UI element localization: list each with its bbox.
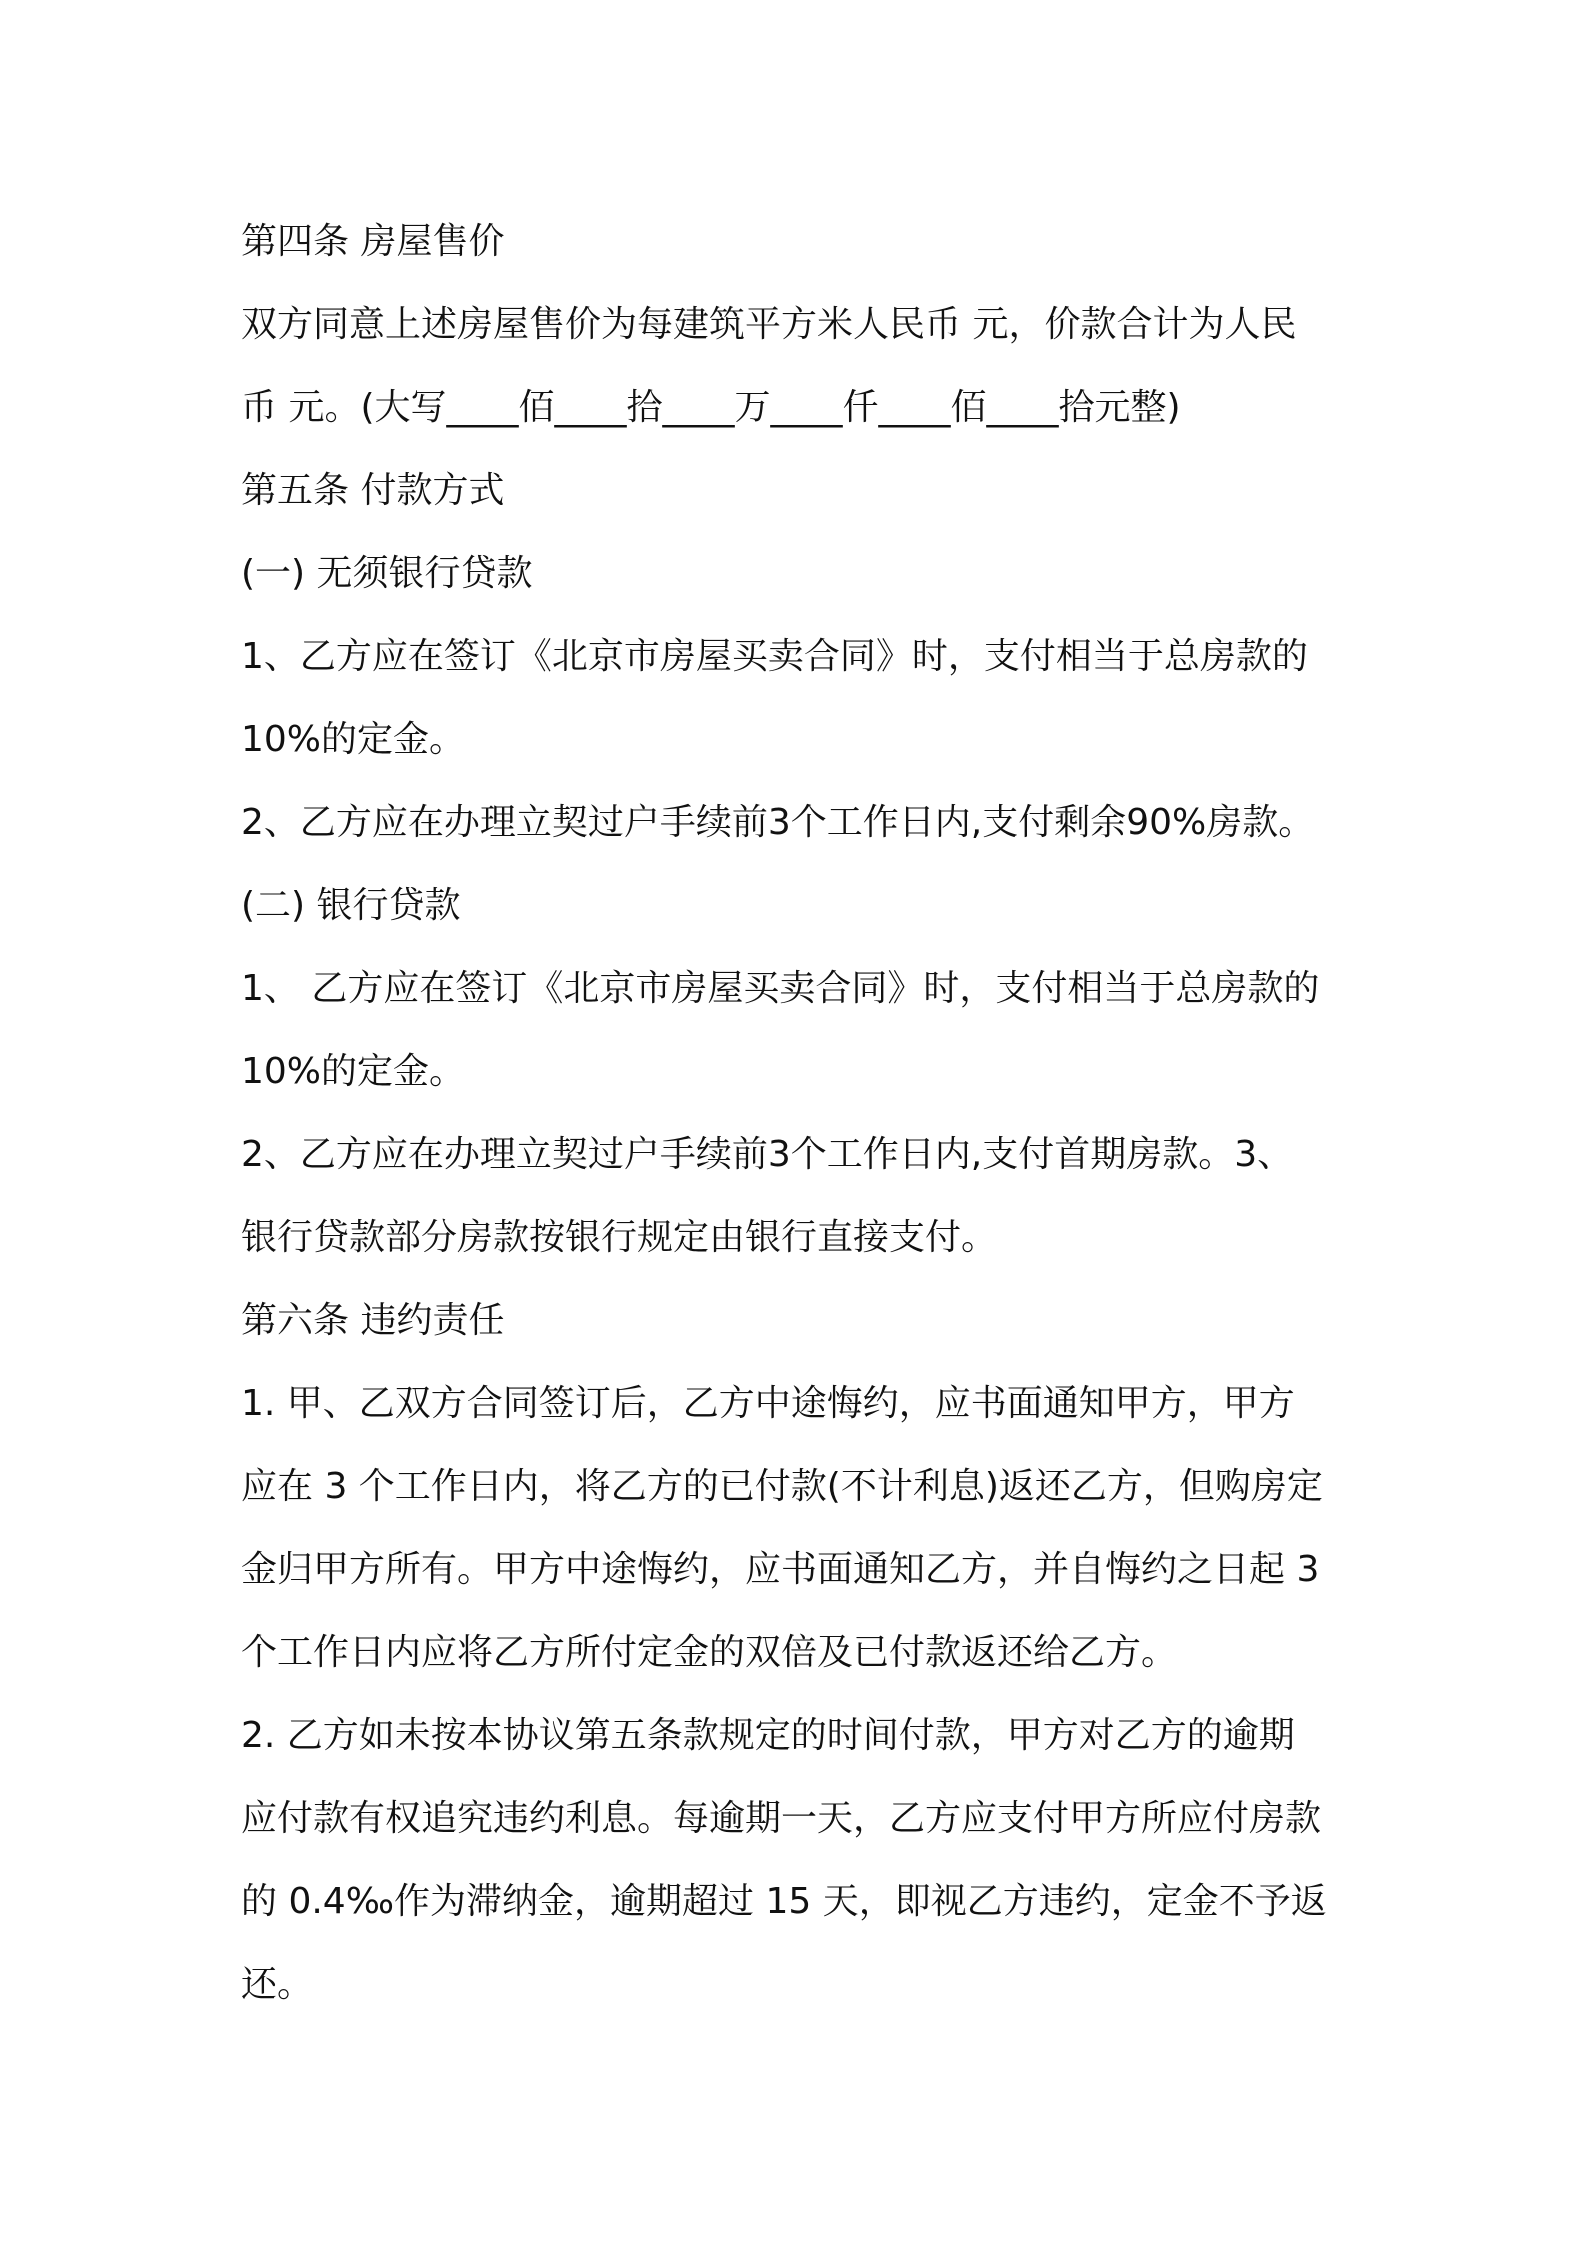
article-6-heading: 第六条 违约责任 xyxy=(241,1300,505,1341)
paragraph-line: 应在 3 个工作日内，将乙方的已付款(不计利息)返还乙方，但购房定 xyxy=(241,1466,1323,1507)
paragraph-line: 2、乙方应在办理立契过户手续前3个工作日内,支付剩余90%房款。 xyxy=(241,802,1315,843)
paragraph-line: 1. 甲、乙双方合同签订后，乙方中途悔约，应书面通知甲方，甲方 xyxy=(241,1383,1295,1424)
paragraph-line: 1、 乙方应在签订《北京市房屋买卖合同》时，支付相当于总房款的 xyxy=(241,968,1320,1009)
section-heading: (二) 银行贷款 xyxy=(241,885,461,926)
paragraph-line: 应付款有权追究违约利息。每逾期一天，乙方应支付甲方所应付房款 xyxy=(241,1798,1322,1839)
paragraph-line: 10%的定金。 xyxy=(241,1051,466,1092)
paragraph-line: 个工作日内应将乙方所付定金的双倍及已付款返还给乙方。 xyxy=(241,1632,1178,1673)
section-heading: (一) 无须银行贷款 xyxy=(241,553,533,594)
article-5-heading: 第五条 付款方式 xyxy=(241,470,505,511)
document-body xyxy=(241,200,1361,2026)
paragraph-line: 2. 乙方如未按本协议第五条款规定的时间付款，甲方对乙方的逾期 xyxy=(241,1715,1295,1756)
paragraph-line: 金归甲方所有。甲方中途悔约，应书面通知乙方，并自悔约之日起 3 xyxy=(241,1549,1320,1590)
article-4-heading: 第四条 房屋售价 xyxy=(241,221,505,262)
paragraph-line: 10%的定金。 xyxy=(241,719,466,760)
paragraph-line: 还。 xyxy=(241,1964,314,2005)
paragraph-line: 币 元。(大写____佰____拾____万____仟____佰____拾元整) xyxy=(241,387,1181,428)
paragraph-line: 1、乙方应在签订《北京市房屋买卖合同》时，支付相当于总房款的 xyxy=(241,636,1308,677)
paragraph-line: 的 0.4‰作为滞纳金，逾期超过 15 天，即视乙方违约，定金不予返 xyxy=(241,1881,1327,1922)
paragraph-line: 2、乙方应在办理立契过户手续前3个工作日内,支付首期房款。3、 xyxy=(241,1134,1294,1175)
paragraph-line: 双方同意上述房屋售价为每建筑平方米人民币 元，价款合计为人民 xyxy=(241,304,1297,345)
paragraph-line: 银行贷款部分房款按银行规定由银行直接支付。 xyxy=(241,1217,998,1258)
